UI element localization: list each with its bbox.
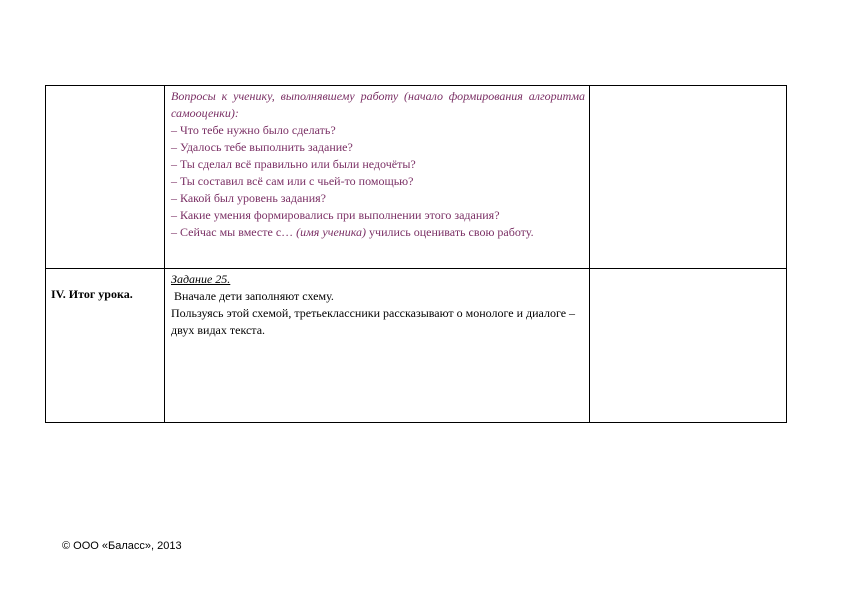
table-row [46, 269, 787, 423]
copyright-footer: © ООО «Баласс», 2013 [62, 540, 182, 552]
question-item: – Удалось тебе выполнить задание? [171, 140, 353, 154]
question-item: – Ты сделал всё правильно или были недочёты? [171, 157, 416, 171]
task-cell [165, 269, 590, 423]
final-question-start: – Сейчас мы вместе с… [171, 225, 297, 239]
question-item-final [171, 224, 585, 241]
question-item: – Ты составил всё сам или с чьей-то помощью? [171, 174, 414, 188]
question-item: – Какой был уровень задания? [171, 191, 326, 205]
stage-cell-empty [46, 86, 165, 269]
notes-cell [590, 86, 787, 269]
stage-title: IV. Итог урока. [51, 287, 133, 301]
self-assessment-cell [165, 86, 590, 269]
lesson-table [45, 85, 787, 423]
task-title: Задание 25. [171, 272, 231, 286]
question-item: – Что тебе нужно было сделать? [171, 123, 336, 137]
task-text-line: Пользуясь этой схемой, третьеклассники рассказывают о монологе и диалоге – двух видах текста. [171, 306, 576, 337]
final-question-placeholder: (имя ученика) [296, 225, 367, 239]
table-row [46, 86, 787, 269]
stage-cell [46, 269, 165, 423]
self-assessment-intro: Вопросы к ученику, выполнявшему работу (начало формирования алгоритма самооценки): [171, 89, 585, 120]
task-text-line: Вначале дети заполняют схему. [174, 289, 334, 303]
notes-cell [590, 269, 787, 423]
question-item: – Какие умения формировались при выполнении этого задания? [171, 208, 500, 222]
final-question-end: учились оценивать свою работу. [366, 225, 534, 239]
